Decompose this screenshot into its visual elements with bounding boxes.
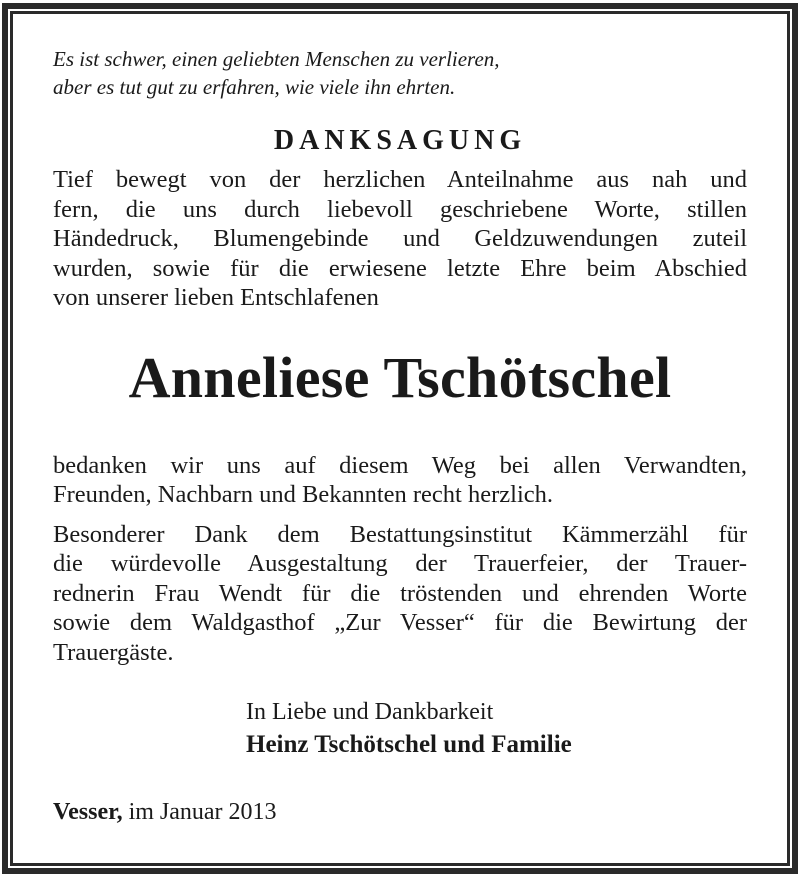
closing-text: In Liebe und Dankbarkeit [246,699,494,725]
intro-line: Tief bewegt von der herzlichen Anteilnahme aus nah und [53,166,747,193]
intro-line: Händedruck, Blumengebinde und Geldzuwendungen zuteil [53,225,747,252]
signoff-block [246,697,572,760]
notice-content [53,45,747,667]
special-line: Besonderer Dank dem Bestattungsinstitut Kämmerzähl für [53,520,747,548]
thanks-line: bedanken wir uns auf diesem Weg bei allen Verwandten, [53,451,747,479]
deceased-name: Anneliese Tschötschel [128,344,672,410]
place-date [53,797,277,827]
motto-line: aber es tut gut zu erfahren, wie viele ihn ehrten. [53,75,456,99]
special-line: sowie dem Waldgasthof „Zur Vesser“ für die Bewirtung der [53,609,747,636]
thanks-paragraph [53,451,747,510]
special-line: rednerin Frau Wendt für die tröstenden und ehrenden Worte [53,579,747,607]
special-line: die würdevolle Ausgestaltung der Trauerfeier, der Trauer- [53,550,747,577]
intro-line: wurden, sowie für die erwiesene letzte Ehre beim Abschied [53,254,747,282]
motto-line: Es ist schwer, einen geliebten Menschen zu verlieren, [53,47,500,71]
thanks-line: Freunden, Nachbarn und Bekannten recht herzlich. [53,481,554,508]
special-thanks-paragraph [53,520,747,668]
motto-quote [53,45,747,101]
intro-line: von unserer lieben Entschlafenen [53,284,379,311]
notice-heading: DANKSAGUNG [273,125,527,156]
family-signature: Heinz Tschötschel und Familie [246,731,572,758]
date-text: im Januar 2013 [128,799,277,825]
special-line: Trauergäste. [53,638,174,666]
intro-paragraph [53,165,747,313]
intro-line: fern, die uns durch liebevoll geschriebene Worte, stillen [53,195,747,223]
town-name: Vesser, [53,799,123,825]
